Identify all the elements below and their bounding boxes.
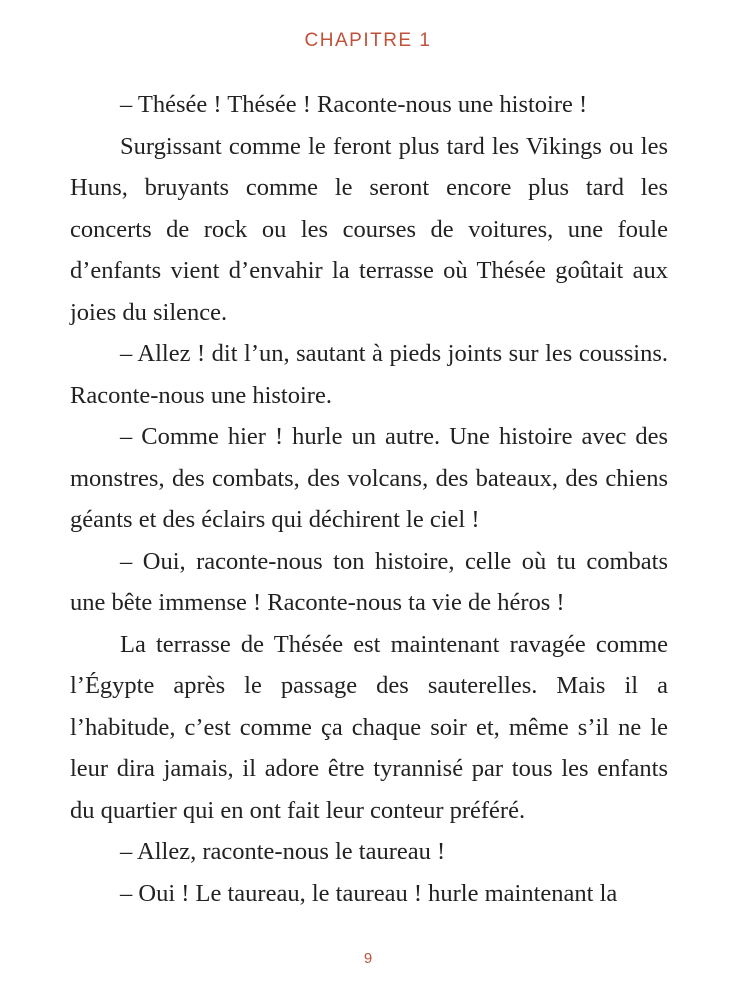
page-number: 9 <box>363 950 373 967</box>
paragraph: – Allez ! dit l’un, sautant à pieds joints sur les coussins. Raconte-nous une histoire. <box>70 340 668 409</box>
paragraph: – Oui, raconte-nous ton histoire, celle où tu combats une bête immense ! Raconte-nous ta vie de héros ! <box>70 547 668 616</box>
paragraph: – Allez, raconte-nous le taureau ! <box>120 838 446 865</box>
chapter-heading: CHAPITRE 1 <box>304 30 432 51</box>
paragraph: Surgissant comme le feront plus tard les Vikings ou les Huns, bruyants comme le seront encore plus tard les concerts de rock ou les courses de voitures, une foule d’enfants vient d’envahir la terrasse où Thésée goûtait aux joies du silence. <box>70 132 668 326</box>
paragraph: – Oui ! Le taureau, le taureau ! hurle maintenant la <box>120 879 618 907</box>
paragraph: – Thésée ! Thésée ! Raconte-nous une histoire ! <box>120 91 588 118</box>
paragraph: La terrasse de Thésée est maintenant ravagée comme l’Égypte après le passage des sauterelles. Mais il a l’habitude, c’est comme ça chaque soir et, même s’il ne le leur dira jamais, il adore être tyrannisé par tous les enfants du quartier qui en ont fait leur conteur préféré. <box>70 630 668 824</box>
paragraph: – Comme hier ! hurle un autre. Une histoire avec des monstres, des combats, des volcans, des bateaux, des chiens géants et des éclairs qui déchirent le ciel ! <box>70 423 668 533</box>
page-body <box>70 84 668 914</box>
